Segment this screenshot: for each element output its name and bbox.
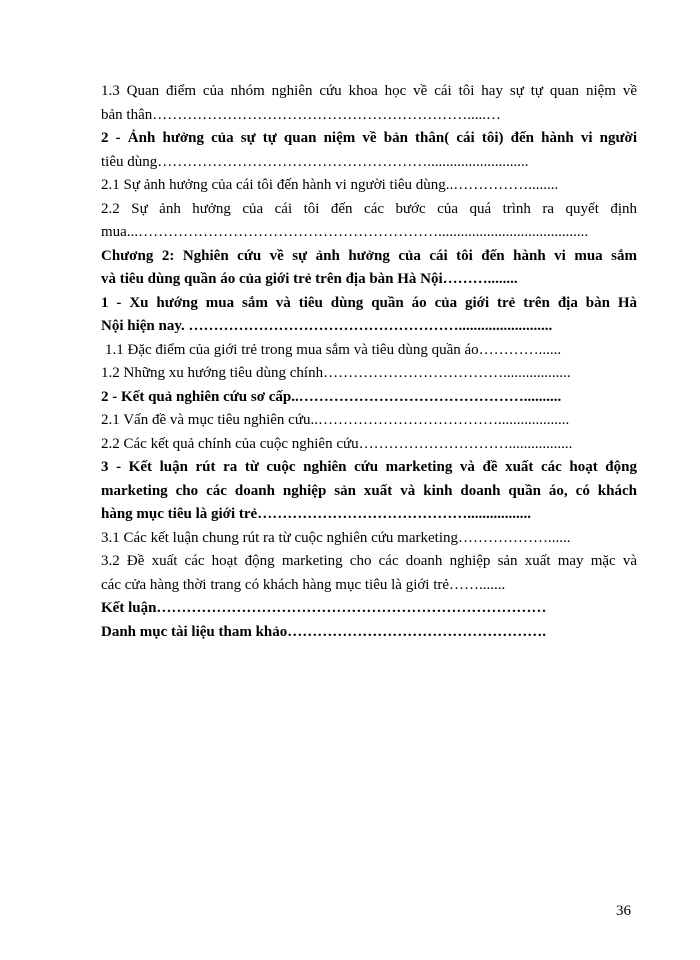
toc-line: mua...……………………………………………………........................................ (101, 224, 589, 240)
toc-line: bản thân……………………………………………………….....… (101, 106, 501, 123)
toc-line: các cửa hàng thời trang có khách hàng mục tiêu là giới trẻ……....... (101, 576, 506, 593)
toc-line: Danh mục tài liệu tham khảo……………………………………………. (101, 623, 547, 640)
toc-line: 3 - Kết luận rút ra từ cuộc nghiên cứu marketing và đề xuất các hoạt động (101, 459, 637, 475)
toc-line: 2.1 Vấn đề và mục tiêu nghiên cứu..………………………………................... (101, 412, 570, 428)
toc-line: tiêu dùng………………………………………………........................... (101, 153, 529, 170)
toc-line: Nội hiện nay. ………………………………………………......................... (101, 318, 553, 334)
toc-line: 1.1 Đặc điểm của giới trẻ trong mua sắm và tiêu dùng quần áo…………...... (105, 341, 562, 358)
toc-line: Chương 2: Nghiên cứu về sự ảnh hưởng của cái tôi đến hành vi mua sắm (101, 247, 637, 264)
table-of-contents (101, 80, 637, 644)
toc-line: 1.3 Quan điểm của nhóm nghiên cứu khoa học về cái tôi hay sự tự quan niệm về (101, 83, 637, 99)
toc-line: marketing cho các doanh nghiệp sản xuất và kinh doanh quần áo, có khách (101, 482, 637, 499)
toc-line: 3.2 Đề xuất các hoạt động marketing cho các doanh nghiệp sản xuất may mặc và (101, 553, 637, 569)
page-number: 36 (616, 903, 631, 919)
toc-line: 3.1 Các kết luận chung rút ra từ cuộc nghiên cứu marketing………………...... (101, 529, 571, 546)
toc-line: 1.2 Những xu hướng tiêu dùng chính……………………………….................. (101, 365, 571, 381)
toc-line: 2.1 Sự ảnh hưởng của cái tôi đến hành vi người tiêu dùng..……………........ (101, 177, 559, 193)
toc-line: Kết luận…………………………………………………………………… (101, 600, 547, 616)
toc-line: 2.2 Sự ảnh hưởng của cái tôi đến các bước của quá trình ra quyết định (101, 200, 637, 217)
toc-line: 2 - Ảnh hưởng của sự tự quan niệm về bản thân( cái tôi) đến hành vi người (101, 130, 637, 146)
toc-line: 1 - Xu hướng mua sắm và tiêu dùng quần áo của giới trẻ trên địa bàn Hà (101, 294, 637, 311)
toc-line: 2.2 Các kết quả chính của cuộc nghiên cứu…………………………................. (101, 435, 573, 452)
toc-line: 2 - Kết quả nghiên cứu sơ cấp..……………………………………….......... (101, 388, 562, 405)
toc-line: và tiêu dùng quần áo của giới trẻ trên địa bàn Hà Nội………........ (101, 271, 518, 287)
toc-line: hàng mục tiêu là giới trẻ……………………………………................. (101, 506, 531, 522)
